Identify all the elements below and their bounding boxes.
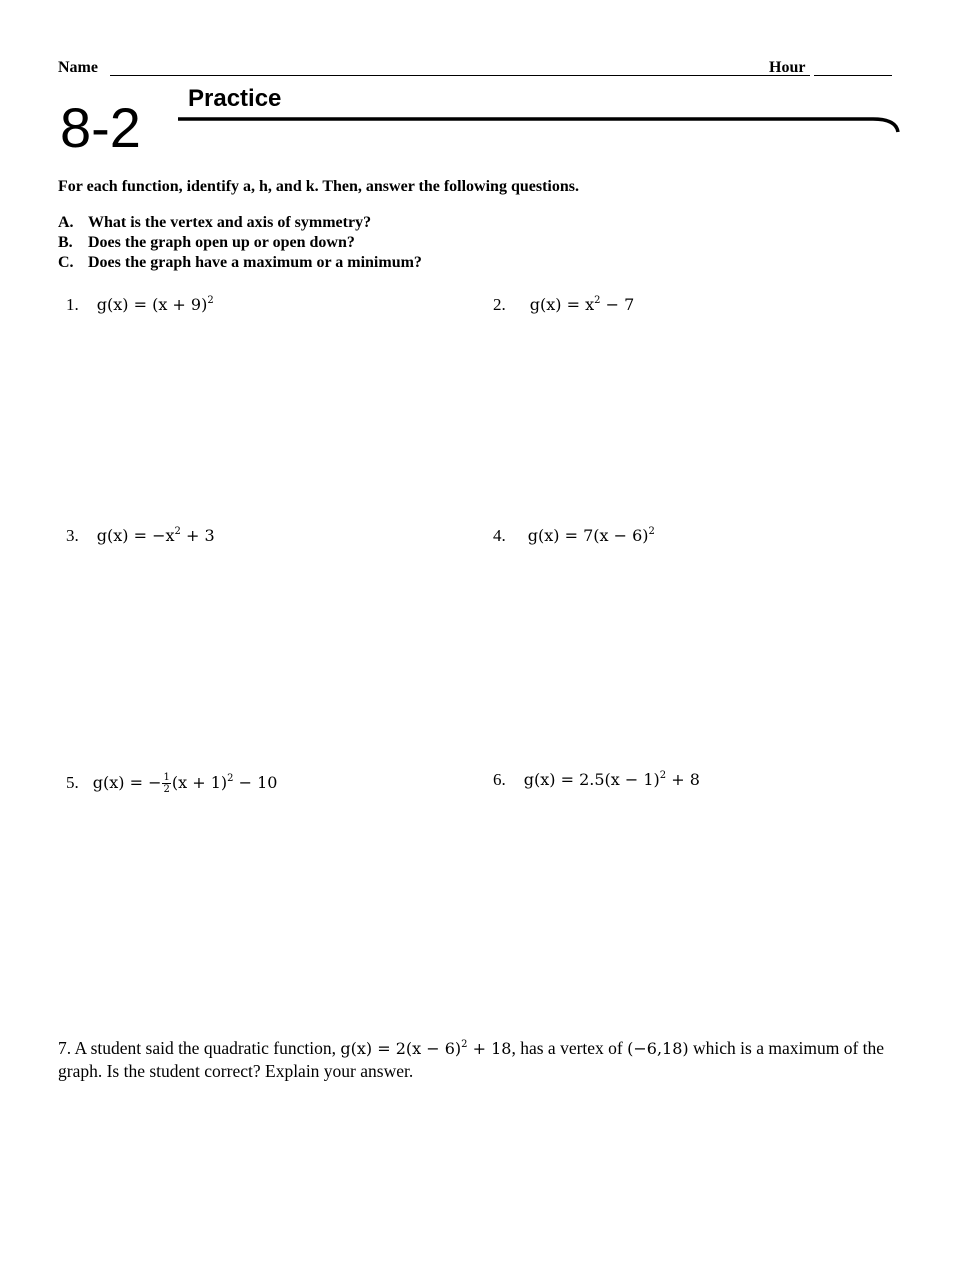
p7-function (340, 1039, 511, 1058)
problem-number: 5. (66, 773, 79, 792)
question-letter: A. (58, 214, 74, 231)
question-a (58, 213, 422, 233)
expr-part: g(x) = 2.5(x − 1) (523, 770, 660, 789)
expr-part: + 3 (180, 526, 215, 545)
header-rule (178, 114, 902, 136)
problem-number: 6. (493, 770, 506, 789)
exponent: 2 (461, 1039, 468, 1050)
name-label: Name (58, 59, 98, 76)
expr-part: g(x) = 7(x − 6) (527, 526, 649, 545)
instructions: For each function, identify a, h, and k. Then, answer the following questions. (58, 178, 579, 195)
problem-5 (66, 772, 277, 795)
problem-4 (493, 526, 655, 546)
fraction-denominator: 2 (163, 784, 170, 795)
question-list (58, 213, 422, 273)
exponent: 2 (659, 770, 667, 781)
exponent: 2 (648, 526, 655, 537)
expr-part: g(x) = 2(x − 6) (340, 1039, 462, 1058)
lesson-number: 8-2 (60, 96, 141, 159)
problem-number: 3. (66, 526, 79, 545)
hour-field[interactable] (814, 75, 892, 76)
problem-6 (493, 770, 700, 790)
expr-part: g(x) = − (92, 773, 162, 792)
question-text: What is the vertex and axis of symmetry? (88, 214, 372, 231)
problem-2 (493, 295, 634, 315)
exponent: 2 (594, 295, 601, 306)
expr-part: (x + 1) (171, 773, 228, 792)
expr-part: + 18 (467, 1039, 512, 1058)
exponent: 2 (174, 526, 181, 537)
question-b (58, 233, 422, 253)
problem-expression (97, 526, 215, 545)
question-c (58, 253, 422, 273)
p7-vertex: (−6,18) (627, 1039, 689, 1058)
p7-end: which is a maximum of the graph. Is the student correct? Explain your answer. (58, 1038, 885, 1081)
name-field[interactable] (110, 75, 810, 76)
expr-part: g(x) = (x + 9) (96, 295, 208, 314)
problem-expression (97, 295, 214, 314)
question-letter: C. (58, 254, 74, 271)
question-text: Does the graph have a maximum or a minimum? (88, 254, 422, 271)
exponent: 2 (207, 295, 214, 306)
expr-part: + 8 (666, 770, 700, 789)
section-title: Practice (188, 85, 282, 112)
p7-mid: , has a vertex of (511, 1038, 628, 1058)
p7-intro: 7. A student said the quadratic function, (58, 1038, 341, 1058)
problem-7 (58, 1037, 908, 1082)
problem-expression (93, 772, 278, 795)
fraction (162, 772, 170, 795)
expr-part: g(x) = x (529, 295, 595, 314)
expr-part: − 7 (600, 295, 635, 314)
expr-part: − 10 (233, 773, 278, 792)
problem-expression (524, 770, 700, 789)
problem-3 (66, 526, 215, 546)
hour-label: Hour (769, 59, 806, 76)
problem-number: 1. (66, 295, 79, 314)
exponent: 2 (227, 773, 234, 784)
problem-number: 4. (493, 526, 506, 545)
expr-part: g(x) = −x (96, 526, 175, 545)
problem-expression (530, 295, 635, 314)
fraction-numerator: 1 (163, 772, 170, 783)
question-text: Does the graph open up or open down? (88, 234, 355, 251)
problem-number: 2. (493, 295, 506, 314)
question-letter: B. (58, 234, 73, 251)
problem-1 (66, 295, 214, 315)
problem-expression (528, 526, 655, 545)
